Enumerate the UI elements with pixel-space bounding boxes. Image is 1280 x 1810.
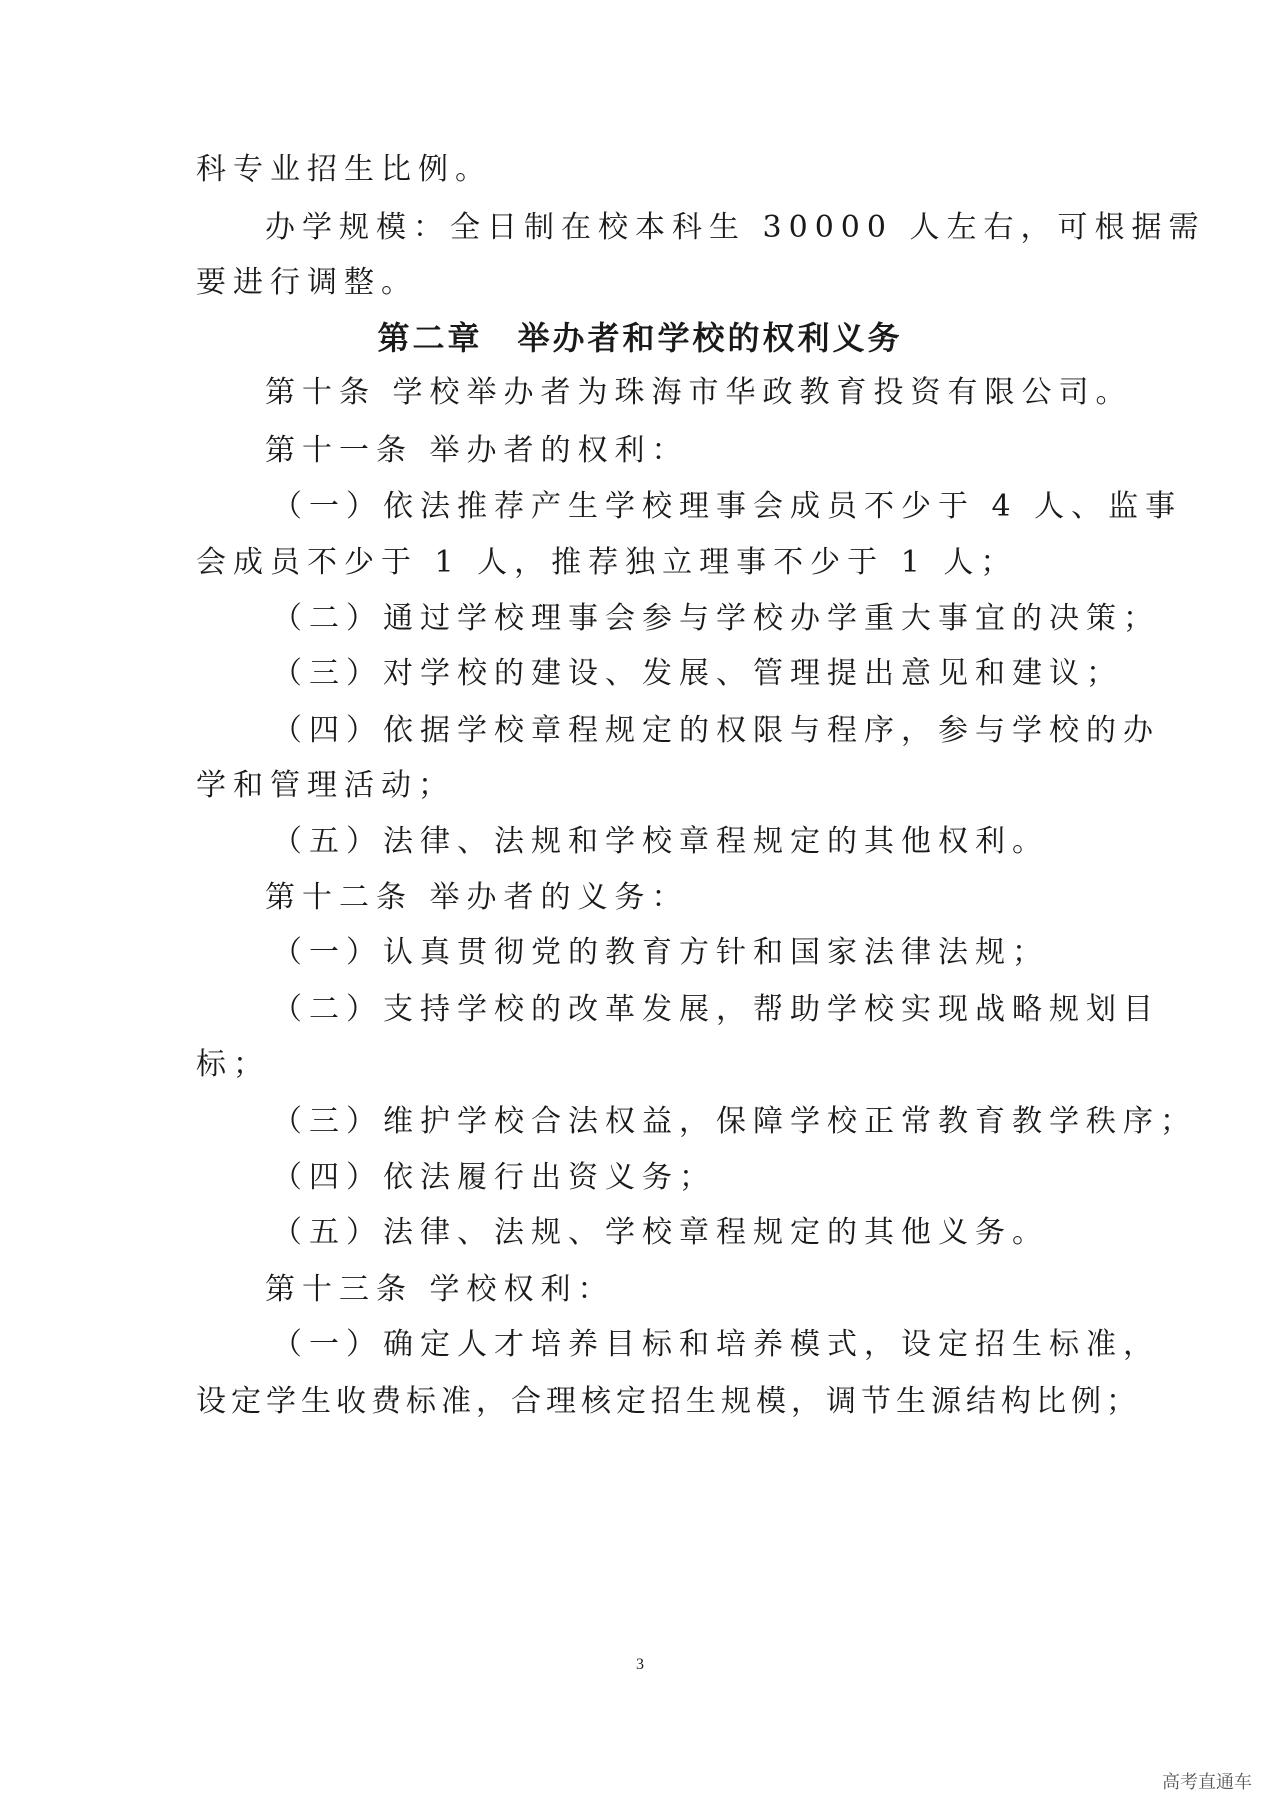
list-item-line: （四）依据学校章程规定的权限与程序，参与学校的办 bbox=[272, 713, 1160, 748]
list-item-line: （五）法律、法规和学校章程规定的其他权利。 bbox=[272, 824, 1049, 859]
list-item-line: （二）通过学校理事会参与学校办学重大事宜的决策； bbox=[272, 601, 1160, 636]
list-item-line: （三）维护学校合法权益，保障学校正常教育教学秩序； bbox=[272, 1104, 1197, 1139]
list-item-line: （一）确定人才培养目标和培养模式，设定招生标准， bbox=[272, 1327, 1160, 1362]
list-item-line: （五）法律、法规、学校章程规定的其他义务。 bbox=[272, 1215, 1049, 1250]
watermark: 高考直通车 bbox=[1152, 1768, 1262, 1798]
chapter-heading: 第二章 举办者和学校的权利义务 bbox=[377, 319, 903, 357]
list-item-line: （四）依法履行出资义务； bbox=[272, 1160, 716, 1195]
article-line: 第十三条 学校权利： bbox=[265, 1272, 615, 1307]
article-line: 第十一条 举办者的权利： bbox=[265, 433, 689, 468]
body-line: 要进行调整。 bbox=[196, 265, 418, 300]
list-item-line: 标； bbox=[196, 1047, 270, 1082]
page-number: 3 bbox=[636, 1656, 644, 1673]
list-item-line: 设定学生收费标准，合理核定招生规模，调节生源结构比例； bbox=[196, 1384, 1141, 1419]
article-line: 第十条 学校举办者为珠海市华政教育投资有限公司。 bbox=[265, 375, 1133, 410]
list-item-line: 学和管理活动； bbox=[196, 768, 455, 803]
list-item-line: （一）依法推荐产生学校理事会成员不少于 4 人、监事 bbox=[272, 489, 1183, 524]
list-item-line: 会成员不少于 1 人，推荐独立理事不少于 1 人； bbox=[196, 545, 1018, 580]
list-item-line: （一）认真贯彻党的教育方针和国家法律法规； bbox=[272, 935, 1049, 970]
article-line: 第十二条 举办者的义务： bbox=[265, 880, 689, 915]
body-line: 科专业招生比例。 bbox=[196, 152, 492, 187]
body-line: 办学规模：全日制在校本科生 30000 人左右，可根据需 bbox=[265, 210, 1206, 245]
list-item-line: （二）支持学校的改革发展，帮助学校实现战略规划目 bbox=[272, 992, 1160, 1027]
list-item-line: （三）对学校的建设、发展、管理提出意见和建议； bbox=[272, 656, 1123, 691]
